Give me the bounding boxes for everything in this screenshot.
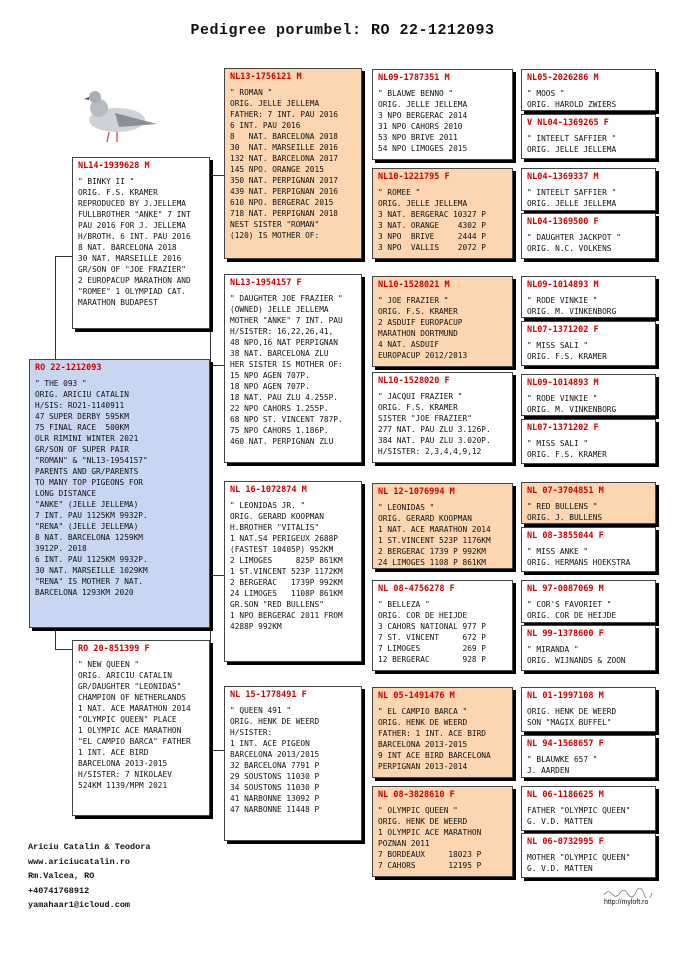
pedigree-text: " MISS ANKE " ORIG. HERMANS HOEKSTRA [527, 547, 631, 567]
pedigree-card-g4-3 [521, 168, 656, 211]
pedigree-card-g3-7 [372, 687, 513, 778]
connector [210, 575, 211, 750]
ring-number: NL 08-3828610 F [378, 790, 455, 800]
pedigree-text: " JACQUI FRAZIER " ORIG. F.S. KRAMER SISTER "JOE FRAZIER" 277 NAT. PAU ZLU 3.126P. 384 NAT. PAU ZLU 3.020P. H/SISTER: 2,3,4,4,9,12 [378, 392, 491, 456]
pedigree-card-sire [72, 157, 210, 329]
ring-number: NL 06-0732995 F [527, 837, 604, 847]
pedigree-card-granddam-paternal [224, 274, 362, 463]
pedigree-text: " RODE VINKIE " ORIG. M. VINKENBORG [527, 394, 617, 414]
connector [362, 120, 363, 215]
pedigree-text: " LEONIDAS " ORIG. GERARD KOOPMAN 1 NAT. ACE MARATHON 2014 1 ST.VINCENT 523P 1176KM 2 BERGERAC 1739 P 992KM 24 LIMOGES 1108 P 861KM [378, 503, 491, 567]
ring-number: NL13-1954157 F [230, 278, 302, 288]
ring-number: NL05-2026286 M [527, 73, 599, 83]
pedigree-text: " QUEEN 491 " ORIG. HENK DE WEERD H/SISTER: 1 INT. ACE PIGEON BARCELONA 2013/2015 32 BARCELONA 7791 P 29 SOUSTONS 11030 P 34 SOUSTONS 11030 P 41 NARBONNE 13092 P 47 NARBONNE 11448 P [230, 706, 320, 814]
pedigree-card-grandsire-paternal [224, 68, 362, 259]
pedigree-card-g4-5 [521, 276, 656, 318]
pedigree-card-g4-14 [521, 735, 656, 778]
connector [513, 700, 514, 745]
connector [55, 628, 56, 649]
ring-number: NL07-1371202 F [527, 423, 599, 433]
connector [210, 175, 211, 365]
pedigree-card-g4-15 [521, 786, 656, 831]
pedigree-text: " MISS SALI " ORIG. F.S. KRAMER [527, 341, 607, 361]
ring-number: RO 22-1212093 [35, 363, 102, 373]
connector [55, 649, 72, 650]
ring-number: NL 01-1997108 M [527, 691, 604, 701]
pedigree-text: " DAUGHTER JACKPOT " ORIG. N.C. VOLKENS [527, 233, 621, 253]
connector [210, 575, 224, 576]
ring-number: V NL04-1369265 F [527, 118, 609, 128]
pedigree-text: " LEONIDAS JR. " ORIG. GERARD KOOPMAN H.BROTHER "VITALIS" 1 NAT.S4 PERIGEUX 2688P (FASTEST 10405P) 952KM 2 LIMOGES 825P 861KM 1 ST.VINCENT 523P 1172KM 2 BERGERAC 1739P 992KM 24 LIMOGES 1108P 861KM GR.SON "RED BULLENS" 1 NPO BERGERAC 2011 FROM 4288P 992KM [230, 501, 343, 631]
connector [55, 256, 72, 257]
ring-number: NL 08-3855044 F [527, 531, 604, 541]
pedigree-text: " MISS SALI " ORIG. F.S. KRAMER [527, 439, 607, 459]
ring-number: NL 07-3704851 M [527, 486, 604, 496]
ring-number: NL 97-0087069 M [527, 584, 604, 594]
pedigree-text: " COR'S FAVORIET " ORIG. COR DE HEIJDE [527, 600, 617, 620]
pedigree-card-granddam-maternal [224, 686, 362, 841]
ring-number: NL 06-1186625 M [527, 790, 604, 800]
page-title: Pedigree porumbel: RO 22-1212093 [190, 22, 495, 39]
ring-number: RO 20-851399 F [78, 644, 150, 654]
connector [210, 750, 224, 751]
pedigree-text: " ROMAN " ORIG. JELLE JELLEMA FATHER: 7 INT. PAU 2016 6 INT. PAU 2016 8 NAT. BARCELONA 2018 30 NAT. MARSEILLE 2016 132 NAT. BARCELONA 2017 145 NPO. ORANGE 2015 350 NAT. PERPIGNAN 2017 439 NAT. PERPIGNAN 2016 610 NPO. BERGERAC 2015 718 NAT. PERPIGNAN 2018 NEST SISTER "ROMAN" (120) IS MOTHER OF: [230, 88, 338, 240]
ring-number: NL09-1787351 M [378, 73, 450, 83]
breeder-name: Ariciu Catalin & Teodora [28, 842, 151, 852]
ring-number: NL09-1014893 M [527, 280, 599, 290]
ring-number: NL04-1369337 M [527, 172, 599, 182]
pedigree-card-g4-1 [521, 69, 656, 111]
signature-logo [603, 888, 653, 898]
ring-number: NL 08-4756278 F [378, 584, 455, 594]
ring-number: NL 16-1072874 M [230, 485, 307, 495]
pedigree-card-g4-6 [521, 321, 656, 366]
pedigree-text: " RED BULLENS " ORIG. J. BULLENS [527, 502, 603, 522]
pedigree-card-grandsire-maternal [224, 481, 362, 662]
footer-url[interactable]: http://myloft.ro [604, 899, 649, 906]
contact-block [28, 840, 150, 913]
connector [55, 256, 56, 359]
pedigree-text: " BLAUWE BENNO " ORIG. JELLE JELLEMA 3 NPO BERGERAC 2014 31 NPO CAHORS 2010 53 NPO BRIVE 2011 54 NPO LIMOGES 2015 [378, 89, 468, 153]
pedigree-text: " JOE FRAZIER " ORIG. F.S. KRAMER 2 ASDUIF EUROPACUP MARATHON DORTMUND 4 NAT. ASDUIF EUROPACUP 2012/2013 [378, 296, 468, 360]
pedigree-card-g3-8 [372, 786, 513, 877]
ring-number: NL10-1528020 F [378, 376, 450, 386]
pedigree-text: " BELLEZA " ORIG. COR DE HEIJDE 3 CAHORS NATIONAL 977 P 7 ST. VINCENT 672 P 7 LIMOGES 269 P 12 BERGERAC 928 P [378, 600, 486, 664]
pedigree-text: " NEW QUEEN " ORIG. ARICIU CATALIN GR/DAUGHTER "LEONIDAS" CHAMPION OF NETHERLANDS 1 NAT. ACE MARATHON 2014 "OLYMPIC QUEEN" PLACE 1 OLYMPIC ACE MARATHON "EL CAMPIO BARCA" FATHER 1 INT. ACE BIRD BARCELONA 2013-2015 H/SISTER: 7 NIKOLAEV 524KM 1139/MPM 2021 [78, 660, 191, 790]
pedigree-text: " BINKY II " ORIG. F.S. KRAMER REPRODUCED BY J.JELLEMA FULLBROTHER "ANKE" 7 INT PAU 2016 FOR J. JELLEMA H/BROTH. 6 INT. PAU 2016 8 NAT. BARCELONA 2018 30 NAT. MARSEILLE 2016 GR/SON OF "JOE FRAZIER" 2 EUROPACUP MARATHON AND "ROMEE" 1 OLYMPIAD CAT. MARATHON BUDAPEST [78, 177, 191, 307]
pedigree-text: " INTEELT SAFFIER " ORIG. JELLE JELLEMA [527, 134, 617, 154]
connector [513, 90, 514, 135]
pedigree-card-g4-7 [521, 374, 656, 416]
ring-number: NL10-1221795 F [378, 172, 450, 182]
pedigree-card-g3-4 [372, 372, 513, 463]
pedigree-card-g4-11 [521, 580, 656, 623]
connector [362, 530, 363, 620]
ring-number: NL 05-1491476 M [378, 691, 455, 701]
email-link[interactable]: yamahaar1@icloud.com [28, 900, 131, 911]
ring-number: NL 15-1778491 F [230, 690, 307, 700]
pedigree-text: FATHER "OLYMPIC QUEEN" G. V.D. MATTEN [527, 806, 631, 826]
pigeon-photo [75, 80, 159, 144]
pedigree-card-g4-2 [521, 114, 656, 159]
pedigree-card-g4-9 [521, 482, 656, 524]
connector [210, 365, 224, 366]
pedigree-text: " OLYMPIC QUEEN " ORIG. HENK DE WEERD 1 OLYMPIC ACE MARATHON POZNAN 2011 7 BORDEAUX 18023 P 7 CAHORS 12195 P [378, 806, 482, 870]
pedigree-card-root [29, 359, 210, 628]
pedigree-text: " INTEELT SAFFIER " ORIG. JELLE JELLEMA [527, 188, 617, 208]
ring-number: NL07-1371202 F [527, 325, 599, 335]
connector [513, 295, 514, 340]
connector [513, 495, 514, 540]
connector [210, 175, 224, 176]
pedigree-card-g4-12 [521, 625, 656, 671]
ring-number: NL14-1939628 M [78, 161, 150, 171]
connector [362, 330, 363, 420]
pedigree-card-g3-5 [372, 483, 513, 569]
pedigree-text: " DAUGHTER JOE FRAZIER " (OWNED) JELLE JELLEMA MOTHER "ANKE" 7 INT. PAU H/SISTER: 16,22,26,41, 48 NPO,16 NAT PERPIGNAN 38 NAT. BARCELONA ZLU HER SISTER IS MOTHER OF: 15 NPO AGEN 707P. 18 NPO AGEN 707P. 18 NAT. PAU ZLU 4.255P. 22 NPO CAHORS 1.255P. 68 NPO ST. VINCENT 787P. 75 NPO CAHORS 1.186P. 460 NAT. PERPIGNAN ZLU [230, 294, 343, 446]
pedigree-card-g4-13 [521, 687, 656, 732]
connector [513, 595, 514, 640]
connector [513, 190, 514, 235]
connector [513, 800, 514, 845]
phone-number: +40741768912 [28, 885, 90, 896]
pedigree-text: " THE 093 " ORIG. ARICIU CATALIN H/SIS: RO21-1140911 47 SUPER DERBY 595KM 75 FINAL RACE 500KM OLR RIMINI WINTER 2021 GR/SON OF SUPER PAIR "ROMAN" & "NL13-1954157" PARENTS AND GR/PARENTS TO MANY TOP PIGEONS FOR LONG DISTANCE "ANKE" (JELLE JELLEMA) 7 INT. PAU 1125KM 9932P. "RENA" (JELLE JELLEMA) 8 NAT. BARCELONA 1259KM 3912P. 2018 6 INT. PAU 1125KM 9932P. 30 NAT. MARSEILLE 1029KM "RENA" IS MOTHER 7 NAT. BARCELONA 1293KM 2020 [35, 379, 148, 597]
location: Rm.Valcea, RO [28, 871, 95, 882]
pedigree-text: ORIG. HENK DE WEERD SON "MAGIX BUFFEL" [527, 707, 617, 727]
pedigree-card-g4-16 [521, 833, 656, 878]
pedigree-text: " EL CAMPIO BARCA " ORIG. HENK DE WEERD FATHER: 1 INT. ACE BIRD BARCELONA 2013-2015 9 INT ACE BIRD BARCELONA PERPIGNAN 2013-2014 [378, 707, 491, 771]
ring-number: NL04-1369500 F [527, 217, 599, 227]
pedigree-text: MOTHER "OLYMPIC QUEEN" G. V.D. MATTEN [527, 853, 631, 873]
pedigree-text: " RODE VINKIE " ORIG. M. VINKENBORG [527, 296, 617, 316]
ring-number: NL 99-1378600 F [527, 629, 604, 639]
pedigree-card-g3-2 [372, 168, 513, 259]
ring-number: NL09-1014893 M [527, 378, 599, 388]
website-link[interactable]: www.ariciucatalin.ro [28, 856, 131, 867]
pedigree-card-g4-4 [521, 213, 656, 259]
pedigree-card-g3-3 [372, 276, 513, 367]
pedigree-text: " MIRANDA " ORIG. WIJNANDS & ZOON [527, 645, 626, 665]
pedigree-text: " ROMEE " ORIG. JELLE JELLEMA 3 NAT. BERGERAC 10327 P 3 NAT. ORANGE 4302 P 3 NPO BRIVE 2444 P 3 NPO VALLIS 2072 P [378, 188, 486, 252]
pedigree-text: " MOOS " ORIG. HAROLD ZWIERS [527, 89, 617, 109]
pedigree-card-g3-6 [372, 580, 513, 671]
pedigree-card-g4-8 [521, 419, 656, 464]
ring-number: NL13-1756121 M [230, 72, 302, 82]
ring-number: NL10-1528021 M [378, 280, 450, 290]
pedigree-card-g3-1 [372, 69, 513, 160]
pedigree-text: " BLAUWKE 657 " J. AARDEN [527, 755, 598, 775]
connector [362, 730, 363, 825]
ring-number: NL 94-1568657 F [527, 739, 604, 749]
ring-number: NL 12-1076994 M [378, 487, 455, 497]
pedigree-card-g4-10 [521, 527, 656, 572]
connector [513, 395, 514, 440]
pedigree-card-dam [72, 640, 210, 816]
